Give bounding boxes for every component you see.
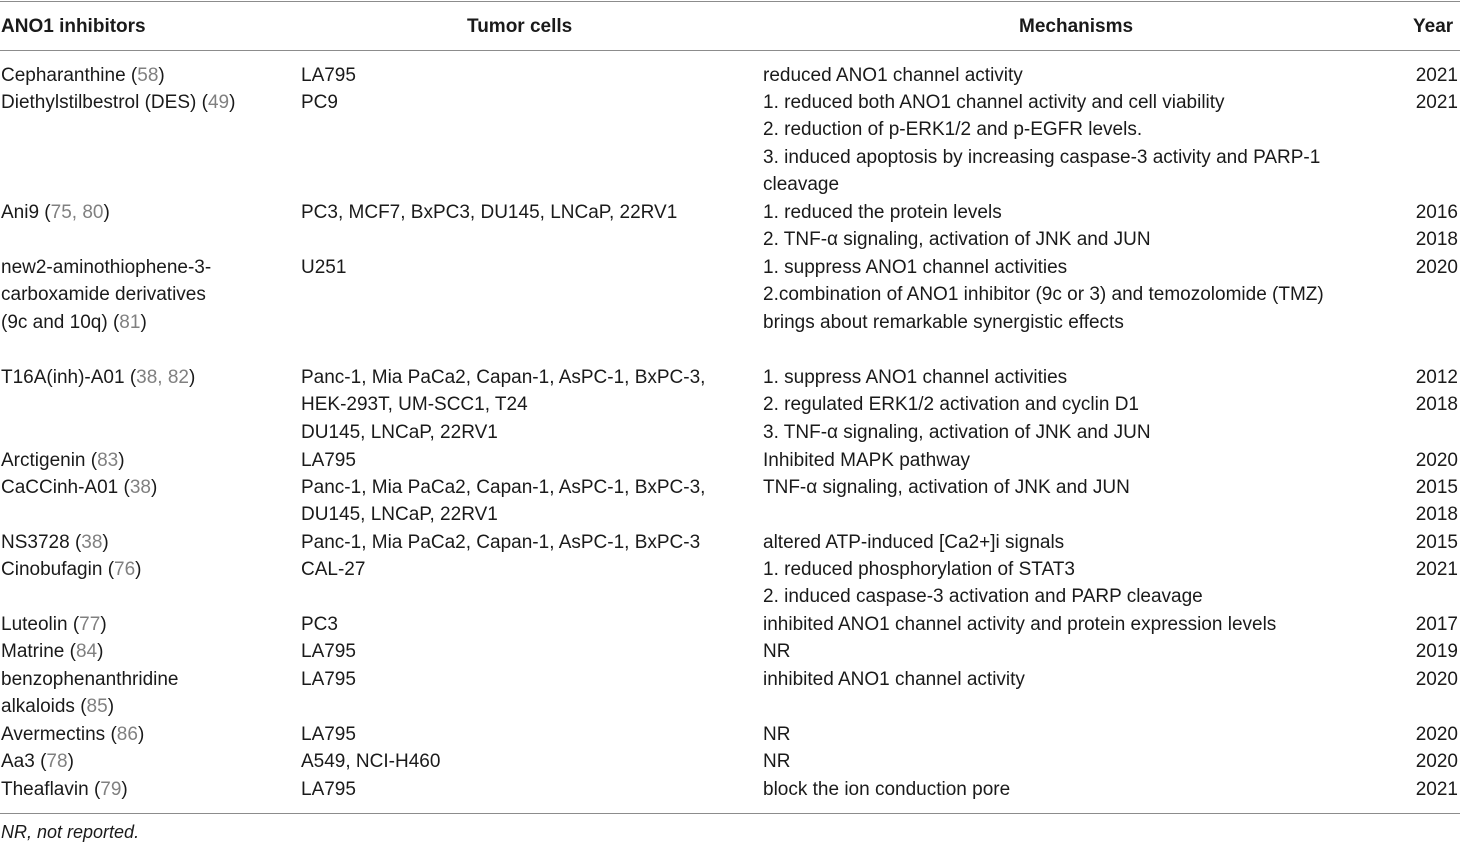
cell-inhibitor (1, 721, 286, 748)
cell-inhibitor (1, 62, 286, 89)
cell-year-line: 2018 (1415, 504, 1458, 526)
cell-tumor-cells (301, 638, 741, 665)
header-inhibitors: ANO1 inhibitors (1, 16, 146, 37)
reference-link[interactable]: 78 (46, 751, 68, 772)
cell-mechanisms-line: altered ATP-induced [Ca2+]i signals (763, 532, 1065, 553)
cell-tumor-cells-line: U251 (301, 257, 347, 278)
cell-mechanisms-line: TNF-α signaling, activation of JNK and JUN (763, 477, 1130, 498)
inhibitor-name-close: ) (150, 477, 158, 498)
cell-tumor-cells (301, 529, 741, 556)
inhibitor-name (1, 364, 286, 391)
reference-link[interactable]: 84 (75, 641, 98, 662)
inhibitor-name-line: benzophenanthridine (1, 669, 179, 690)
cell-mechanisms-line: 2. regulated ERK1/2 activation and cyclin D1 (763, 394, 1139, 416)
cell-year (1380, 611, 1458, 638)
inhibitor-name-text: Diethylstilbestrol (DES) ( (1, 92, 208, 113)
cell-mechanisms (763, 62, 1363, 89)
cell-year (1380, 776, 1458, 803)
cell-tumor-cells (301, 447, 741, 474)
inhibitor-name (1, 474, 286, 501)
cell-year-line: 2015 (1415, 532, 1458, 553)
cell-inhibitor (1, 89, 286, 116)
reference-link[interactable]: 81 (119, 311, 141, 333)
inhibitor-name-close: ) (97, 641, 104, 662)
cell-year-line: 2020 (1415, 669, 1458, 690)
cell-mechanisms-line: block the ion conduction pore (763, 779, 1011, 800)
inhibitor-name-close: ) (121, 779, 128, 800)
reference-link[interactable]: 76 (114, 559, 136, 580)
inhibitor-name (1, 62, 286, 89)
cell-tumor-cells (301, 364, 741, 446)
cell-year (1380, 199, 1458, 254)
inhibitor-name (1, 721, 286, 748)
cell-mechanisms-line: 3. induced apoptosis by increasing caspase-3 activity and PARP-1 (763, 146, 1321, 168)
inhibitor-name-line: carboxamide derivatives (1, 284, 206, 306)
cell-mechanisms (763, 447, 1363, 474)
cell-inhibitor (1, 364, 286, 391)
inhibitor-name-close: ) (118, 450, 125, 471)
cell-mechanisms-line: Inhibited MAPK pathway (763, 450, 971, 471)
cell-year-line: 2017 (1415, 614, 1458, 635)
cell-tumor-cells (301, 254, 741, 281)
cell-mechanisms (763, 474, 1363, 501)
inhibitor-name-text: Cinobufagin ( (1, 559, 115, 580)
cell-year (1380, 666, 1458, 693)
cell-tumor-cells-line: DU145, LNCaP, 22RV1 (301, 421, 498, 443)
reference-link[interactable]: 77 (79, 614, 101, 635)
inhibitor-name-text: Arctigenin ( (1, 450, 98, 471)
cell-tumor-cells-line: LA795 (301, 450, 356, 471)
inhibitor-name-close: ) (107, 696, 115, 718)
inhibitor-name-close: ) (189, 367, 196, 388)
cell-tumor-cells (301, 62, 741, 89)
inhibitor-name-text: Avermectins ( (1, 724, 117, 745)
cell-tumor-cells (301, 776, 741, 803)
inhibitor-name-close: ) (67, 751, 74, 772)
reference-link[interactable]: 49 (207, 92, 230, 113)
cell-mechanisms (763, 364, 1363, 446)
inhibitor-name-close: ) (103, 202, 110, 223)
cell-inhibitor (1, 254, 286, 336)
header-rule (0, 50, 1460, 51)
cell-year-line: 2018 (1415, 229, 1458, 251)
inhibitor-name-close: ) (158, 65, 165, 86)
cell-year-line: 2021 (1415, 779, 1458, 800)
cell-inhibitor (1, 638, 286, 665)
cell-tumor-cells-line: Panc-1, Mia PaCa2, Capan-1, AsPC-1, BxPC-3, (301, 367, 706, 388)
cell-year-line: 2020 (1415, 724, 1458, 745)
inhibitor-name (1, 529, 286, 556)
cell-tumor-cells (301, 611, 741, 638)
cell-mechanisms (763, 611, 1363, 638)
cell-tumor-cells-line: LA795 (301, 724, 356, 745)
cell-inhibitor (1, 447, 286, 474)
inhibitor-name-close: ) (135, 559, 142, 580)
cell-mechanisms-line: 2. reduction of p-ERK1/2 and p-EGFR levels. (763, 119, 1143, 141)
cell-mechanisms-line: 1. reduced the protein levels (763, 202, 1002, 223)
reference-link[interactable]: 86 (116, 724, 138, 745)
cell-mechanisms-line: 2.combination of ANO1 inhibitor (9c or 3) and temozolomide (TMZ) (763, 284, 1324, 306)
cell-tumor-cells-line: PC3 (301, 614, 338, 635)
inhibitor-name-close: ) (229, 92, 236, 113)
cell-mechanisms (763, 748, 1363, 775)
cell-tumor-cells (301, 666, 741, 693)
cell-year-line: 2016 (1415, 202, 1458, 223)
inhibitor-name-text: Matrine ( (1, 641, 76, 662)
cell-year (1380, 721, 1458, 748)
cell-mechanisms (763, 254, 1363, 336)
cell-inhibitor (1, 776, 286, 803)
cell-year-line: 2015 (1415, 477, 1458, 498)
cell-tumor-cells (301, 556, 741, 583)
reference-link[interactable]: 58 (137, 65, 159, 86)
top-rule (0, 1, 1460, 2)
cell-year (1380, 748, 1458, 775)
cell-year (1380, 364, 1458, 419)
cell-year-line: 2021 (1415, 92, 1458, 113)
inhibitor-name-text: Ani9 ( (1, 202, 51, 223)
reference-link[interactable]: 85 (86, 696, 108, 718)
cell-tumor-cells-line: LA795 (301, 641, 356, 662)
cell-tumor-cells (301, 721, 741, 748)
cell-mechanisms-line: reduced ANO1 channel activity (763, 65, 1023, 86)
cell-tumor-cells-line: LA795 (301, 669, 356, 690)
cell-mechanisms-line: 1. reduced phosphorylation of STAT3 (763, 559, 1075, 580)
cell-inhibitor (1, 474, 286, 501)
cell-tumor-cells-line: Panc-1, Mia PaCa2, Capan-1, AsPC-1, BxPC-3 (301, 532, 701, 553)
inhibitor-name-text: Cepharanthine ( (1, 65, 138, 86)
inhibitor-name-text: CaCCinh-A01 ( (1, 477, 130, 498)
inhibitor-name-close: ) (140, 311, 147, 333)
inhibitor-name-text: Theaflavin ( (1, 779, 101, 800)
inhibitor-name-text: Aa3 ( (1, 751, 47, 772)
cell-year-line: 2019 (1415, 641, 1458, 662)
cell-tumor-cells-line: A549, NCI-H460 (301, 751, 441, 772)
inhibitor-name (1, 776, 286, 803)
cell-year (1380, 529, 1458, 556)
cell-mechanisms (763, 199, 1363, 254)
cell-year (1380, 62, 1458, 89)
header-year: Year (1413, 16, 1454, 37)
cell-year-line: 2012 (1415, 367, 1458, 388)
cell-year (1380, 254, 1458, 281)
cell-year (1380, 474, 1458, 529)
cell-year-line: 2021 (1415, 559, 1458, 580)
cell-mechanisms (763, 89, 1363, 199)
header-tumor-cells: Tumor cells (467, 16, 573, 37)
cell-tumor-cells-line: LA795 (301, 65, 356, 86)
inhibitor-name (1, 447, 286, 474)
reference-link[interactable]: 79 (100, 779, 122, 800)
cell-mechanisms (763, 776, 1363, 803)
cell-inhibitor (1, 529, 286, 556)
cell-mechanisms (763, 666, 1363, 693)
reference-link[interactable]: 38 (129, 477, 151, 498)
inhibitor-name (1, 638, 286, 665)
cell-year-line: 2021 (1415, 65, 1458, 86)
cell-mechanisms-line: NR (763, 724, 791, 745)
header-mechanisms: Mechanisms (1019, 16, 1134, 37)
inhibitor-name-text: NS3728 ( (1, 532, 82, 553)
inhibitor-name-close: ) (102, 532, 109, 553)
cell-mechanisms-line: cleavage (763, 174, 840, 196)
cell-mechanisms-line: NR (763, 641, 791, 662)
cell-year (1380, 89, 1458, 116)
cell-mechanisms-line: 1. suppress ANO1 channel activities (763, 367, 1068, 388)
cell-year-line: 2018 (1415, 394, 1458, 416)
cell-mechanisms (763, 638, 1363, 665)
footnote: NR, not reported. (1, 822, 140, 842)
cell-inhibitor (1, 199, 286, 226)
cell-tumor-cells (301, 199, 741, 226)
cell-year (1380, 447, 1458, 474)
cell-tumor-cells-line: PC3, MCF7, BxPC3, DU145, LNCaP, 22RV1 (301, 202, 678, 223)
cell-mechanisms-line: 1. suppress ANO1 channel activities (763, 257, 1068, 278)
cell-mechanisms-line: NR (763, 751, 791, 772)
cell-year-line: 2020 (1415, 450, 1458, 471)
cell-inhibitor (1, 556, 286, 583)
reference-link[interactable]: 75, 80 (50, 202, 104, 223)
inhibitor-name-close: ) (100, 614, 107, 635)
cell-tumor-cells-line: HEK-293T, UM-SCC1, T24 (301, 394, 528, 416)
cell-tumor-cells-line: PC9 (301, 92, 338, 113)
cell-inhibitor (1, 748, 286, 775)
bottom-rule (0, 813, 1460, 814)
cell-mechanisms (763, 721, 1363, 748)
cell-year-line: 2020 (1415, 257, 1458, 278)
cell-tumor-cells-line: CAL-27 (301, 559, 366, 580)
inhibitor-name (1, 89, 286, 116)
inhibitor-name (1, 309, 286, 336)
inhibitor-name (1, 556, 286, 583)
inhibitor-name (1, 693, 286, 720)
cell-mechanisms-line: brings about remarkable synergistic effects (763, 311, 1124, 333)
cell-tumor-cells-line: Panc-1, Mia PaCa2, Capan-1, AsPC-1, BxPC-3, (301, 477, 706, 498)
cell-tumor-cells-line: DU145, LNCaP, 22RV1 (301, 504, 498, 526)
cell-year (1380, 638, 1458, 665)
inhibitor-name-text: Luteolin ( (1, 614, 80, 635)
inhibitor-name-text: T16A(inh)-A01 ( (1, 367, 137, 388)
cell-year (1380, 556, 1458, 583)
inhibitor-name-close: ) (137, 724, 145, 745)
cell-tumor-cells (301, 748, 741, 775)
cell-inhibitor (1, 611, 286, 638)
inhibitor-name (1, 611, 286, 638)
cell-mechanisms (763, 556, 1363, 611)
cell-mechanisms-line: inhibited ANO1 channel activity and protein expression levels (763, 614, 1277, 635)
inhibitor-name-text: (9c and 10q) ( (1, 311, 120, 333)
reference-link[interactable]: 38, 82 (136, 367, 189, 388)
cell-inhibitor (1, 666, 286, 721)
cell-tumor-cells-line: LA795 (301, 779, 356, 800)
cell-mechanisms-line: 3. TNF-α signaling, activation of JNK and JUN (763, 421, 1151, 443)
cell-mechanisms-line: 1. reduced both ANO1 channel activity and cell viability (763, 92, 1225, 113)
inhibitor-name (1, 748, 286, 775)
cell-mechanisms-line: 2. TNF-α signaling, activation of JNK and JUN (763, 229, 1151, 251)
cell-mechanisms-line: inhibited ANO1 channel activity (763, 669, 1025, 690)
reference-link[interactable]: 38 (81, 532, 103, 553)
reference-link[interactable]: 83 (97, 450, 119, 471)
inhibitor-name-text: alkaloids ( (1, 696, 87, 718)
cell-mechanisms-line: 2. induced caspase-3 activation and PARP cleavage (763, 586, 1203, 608)
cell-year-line: 2020 (1415, 751, 1458, 772)
cell-tumor-cells (301, 89, 741, 116)
inhibitor-name-line: new2-aminothiophene-3- (1, 257, 212, 278)
cell-tumor-cells (301, 474, 741, 529)
inhibitor-name (1, 199, 286, 226)
cell-mechanisms (763, 529, 1363, 556)
